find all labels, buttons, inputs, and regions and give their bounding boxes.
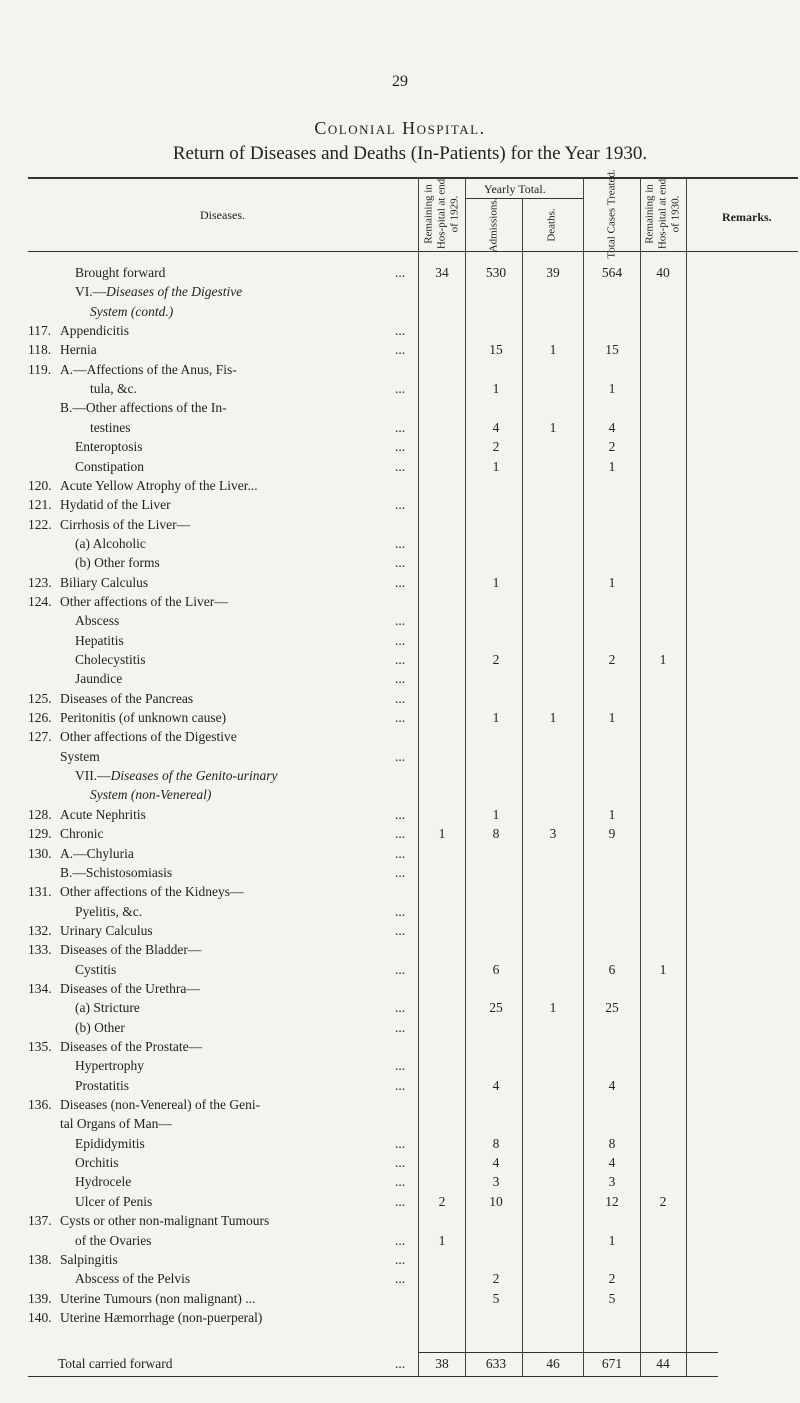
disease-name: Hernia — [60, 342, 97, 358]
disease-name: Orchitis — [75, 1155, 119, 1171]
cell-total-treated: 2 — [608, 652, 616, 667]
col-divider — [583, 178, 584, 1376]
cell-admissions: 1 — [492, 574, 500, 590]
cell-total-treated: 15 — [605, 342, 619, 358]
cell-deaths: 3 — [549, 826, 557, 842]
header-bottom-rule — [28, 251, 798, 252]
cell-total-treated: 3 — [608, 1174, 616, 1190]
cell-admissions: 1 — [492, 806, 500, 822]
row-number: 119. — [28, 361, 52, 377]
row-number: 120. — [28, 477, 52, 493]
cell-total-treated: 2 — [608, 439, 616, 455]
leader-dots: ... — [395, 690, 406, 706]
leader-dots: ... — [395, 1174, 406, 1190]
cell-admissions: 1 — [492, 458, 500, 474]
page-subtitle: Return of Diseases and Deaths (In-Patients) for the Year 1930. — [172, 143, 648, 164]
disease-name: A.—Affections of the Anus, Fis- — [60, 361, 237, 377]
disease-name: Cystitis — [75, 961, 117, 977]
leader-dots: ... — [395, 439, 406, 455]
leader-dots: ... — [395, 265, 406, 280]
disease-name: Urinary Calculus — [60, 922, 153, 938]
disease-name: Diseases of the Prostate— — [60, 1039, 203, 1054]
row-number: 128. — [28, 806, 52, 822]
disease-name: Pyelitis, &c. — [75, 903, 143, 919]
cell-admissions: 4 — [492, 1155, 500, 1171]
cell-total-treated: 2 — [608, 1271, 616, 1287]
cell-total-treated: 1 — [608, 710, 616, 726]
cell-total-treated: 1 — [608, 574, 616, 590]
cell-remaining-start: 1 — [438, 1232, 446, 1248]
disease-name: A.—Chyluria — [60, 845, 134, 861]
row-number: 129. — [28, 826, 52, 842]
disease-name: tal Organs of Man— — [60, 1116, 172, 1132]
leader-dots: ... — [395, 419, 406, 435]
section-heading: System (contd.) — [90, 303, 174, 319]
section-heading: VI.—Diseases of the Digestive — [75, 284, 243, 300]
row-number: 123. — [28, 574, 52, 590]
cell-deaths: 46 — [546, 1356, 560, 1371]
cell-total-treated: 671 — [601, 1356, 623, 1371]
row-number: 131. — [28, 884, 52, 900]
cell-remaining-end: 1 — [659, 961, 667, 977]
leader-dots: ... — [395, 1077, 406, 1093]
cell-admissions: 4 — [492, 1077, 500, 1093]
cell-deaths: 1 — [549, 710, 557, 726]
cell-admissions: 1 — [492, 381, 500, 397]
page-number: 29 — [392, 73, 408, 90]
row-number: 132. — [28, 922, 52, 938]
leader-dots: ... — [395, 652, 406, 667]
disease-name: Hypertrophy — [75, 1058, 144, 1074]
row-number: 126. — [28, 710, 52, 726]
page-title: Colonial Hospital. — [314, 118, 486, 138]
cell-total-treated: 564 — [601, 265, 623, 280]
section-heading: VII.—Diseases of the Genito-urinary — [75, 768, 278, 784]
disease-name: Peritonitis (of unknown cause) — [60, 710, 227, 726]
leader-dots: ... — [395, 1271, 406, 1287]
row-number: 122. — [28, 516, 52, 532]
leader-dots: ... — [395, 826, 406, 842]
disease-name: Abscess of the Pelvis — [75, 1271, 191, 1287]
leader-dots: ... — [395, 323, 406, 339]
cell-admissions: 4 — [492, 419, 500, 435]
disease-name: Diseases of the Urethra— — [60, 980, 200, 996]
cell-total-treated: 1 — [608, 1232, 616, 1248]
leader-dots: ... — [395, 1251, 406, 1267]
leader-dots: ... — [395, 1356, 406, 1371]
disease-name: Other affections of the Kidneys— — [60, 884, 244, 900]
leader-dots: ... — [395, 555, 406, 571]
cell-total-treated: 1 — [608, 806, 616, 822]
cell-total-treated: 4 — [608, 1155, 616, 1171]
leader-dots: ... — [395, 342, 406, 358]
disease-name: Salpingitis — [60, 1251, 118, 1267]
header-remarks: Remarks. — [722, 210, 772, 224]
cell-admissions: 2 — [492, 1271, 500, 1287]
disease-name: (b) Other forms — [75, 555, 160, 571]
row-number: 127. — [28, 729, 52, 745]
cell-total-treated: 1 — [608, 381, 616, 397]
row-number: 137. — [28, 1213, 52, 1229]
cell-total-treated: 4 — [608, 1077, 616, 1093]
disease-name: Biliary Calculus — [60, 574, 149, 590]
cell-deaths: 1 — [549, 342, 557, 358]
row-number: 124. — [28, 593, 52, 609]
cell-admissions: 530 — [485, 265, 507, 280]
cell-admissions: 15 — [489, 342, 503, 358]
cell-remaining-start: 34 — [435, 265, 449, 280]
leader-dots: ... — [395, 632, 406, 648]
row-number: 134. — [28, 980, 52, 996]
cell-total-treated: 25 — [605, 1000, 619, 1016]
disease-name: Constipation — [75, 458, 145, 474]
disease-name: (a) Alcoholic — [75, 535, 146, 551]
leader-dots: ... — [395, 497, 406, 513]
total-label: Total carried forward — [58, 1356, 173, 1371]
col-divider — [640, 178, 641, 1376]
cell-total-treated: 9 — [608, 826, 616, 842]
row-number: 133. — [28, 942, 52, 958]
disease-name: Diseases of the Bladder— — [60, 942, 202, 958]
disease-name: Brought forward — [75, 265, 166, 280]
leader-dots: ... — [395, 806, 406, 822]
leader-dots: ... — [395, 1155, 406, 1171]
cell-admissions: 6 — [492, 961, 500, 977]
leader-dots: ... — [395, 1135, 406, 1151]
cell-total-treated: 6 — [608, 961, 616, 977]
disease-name: Acute Yellow Atrophy of the Liver... — [60, 477, 258, 493]
disease-name: B.—Other affections of the In- — [60, 400, 227, 416]
cell-admissions: 633 — [485, 1356, 507, 1371]
disease-name: Cysts or other non-malignant Tumours — [60, 1213, 270, 1229]
disease-name: Other affections of the Liver— — [60, 593, 228, 609]
disease-name: tula, &c. — [90, 381, 137, 397]
leader-dots: ... — [395, 574, 406, 590]
leader-dots: ... — [395, 845, 406, 861]
leader-dots: ... — [395, 1232, 406, 1248]
cell-admissions: 2 — [492, 652, 500, 667]
header-diseases: Diseases. — [200, 208, 245, 222]
cell-admissions: 8 — [492, 1135, 500, 1151]
disease-name: Prostatitis — [75, 1077, 130, 1093]
header-yearly-total: Yearly Total. — [484, 182, 546, 196]
row-number: 118. — [28, 342, 52, 358]
total-row-top-rule — [418, 1352, 718, 1353]
cell-admissions: 2 — [492, 439, 500, 455]
disease-name: Acute Nephritis — [60, 806, 146, 822]
disease-name: Other affections of the Digestive — [60, 729, 237, 745]
cell-remaining-start: 1 — [438, 826, 446, 842]
leader-dots: ... — [395, 922, 406, 938]
disease-name: Jaundice — [75, 671, 123, 687]
cell-deaths: 39 — [546, 265, 560, 280]
leader-dots: ... — [395, 961, 406, 977]
cell-deaths: 1 — [549, 419, 557, 435]
disease-name: Hydatid of the Liver — [60, 497, 171, 513]
row-number: 139. — [28, 1290, 52, 1306]
disease-name: Hydrocele — [75, 1174, 132, 1190]
cell-remaining-end: 2 — [659, 1193, 667, 1209]
cell-remaining-start: 38 — [435, 1356, 449, 1371]
disease-name: Hepatitis — [75, 632, 124, 648]
disease-name: Appendicitis — [60, 323, 129, 339]
cell-admissions: 8 — [492, 826, 500, 842]
row-number: 125. — [28, 690, 52, 706]
cell-total-treated: 1 — [608, 458, 616, 474]
cell-remaining-end: 1 — [659, 652, 667, 667]
disease-name: B.—Schistosomiasis — [60, 864, 173, 880]
row-number: 138. — [28, 1251, 52, 1267]
cell-deaths: 1 — [549, 1000, 557, 1016]
leader-dots: ... — [395, 535, 406, 551]
disease-name: Ulcer of Penis — [75, 1193, 153, 1209]
disease-name: Cirrhosis of the Liver— — [60, 516, 191, 532]
col-divider — [465, 178, 466, 1376]
row-number: 140. — [28, 1309, 52, 1325]
disease-name: Uterine Tumours (non malignant) ... — [60, 1290, 256, 1306]
leader-dots: ... — [395, 1193, 406, 1209]
disease-name: Cholecystitis — [75, 652, 146, 667]
disease-name: of the Ovaries — [75, 1232, 152, 1248]
row-number: 117. — [28, 323, 52, 339]
disease-name: (b) Other — [75, 1019, 125, 1035]
cell-total-treated: 5 — [608, 1290, 616, 1306]
row-number: 135. — [28, 1039, 52, 1054]
table-top-rule — [28, 177, 798, 179]
cell-admissions: 3 — [492, 1174, 500, 1190]
cell-admissions: 10 — [489, 1193, 503, 1209]
cell-remaining-end: 40 — [656, 265, 670, 280]
yearly-total-rule — [465, 198, 583, 199]
leader-dots: ... — [395, 864, 406, 880]
cell-total-treated: 4 — [608, 419, 616, 435]
leader-dots: ... — [395, 1058, 406, 1074]
leader-dots: ... — [395, 1019, 406, 1035]
leader-dots: ... — [395, 613, 406, 629]
col-divider — [522, 198, 523, 1376]
disease-name: Chronic — [60, 826, 104, 842]
disease-name: Uterine Hæmorrhage (non-puerperal) — [60, 1309, 263, 1325]
disease-name: System — [60, 748, 100, 764]
disease-name: Epididymitis — [75, 1135, 145, 1151]
table-bottom-rule — [28, 1376, 718, 1377]
disease-name: Enteroptosis — [75, 439, 143, 455]
disease-name: (a) Stricture — [75, 1000, 140, 1016]
section-heading: System (non-Venereal) — [90, 787, 212, 803]
disease-name: testines — [90, 419, 131, 435]
cell-admissions: 5 — [492, 1290, 500, 1306]
col-divider — [686, 178, 687, 1376]
cell-admissions: 25 — [489, 1000, 503, 1016]
leader-dots: ... — [395, 710, 406, 726]
cell-remaining-end: 44 — [656, 1356, 670, 1371]
cell-total-treated: 8 — [608, 1135, 616, 1151]
leader-dots: ... — [395, 671, 406, 687]
leader-dots: ... — [395, 1000, 406, 1016]
leader-dots: ... — [395, 458, 406, 474]
row-number: 136. — [28, 1097, 52, 1113]
leader-dots: ... — [395, 381, 406, 397]
leader-dots: ... — [395, 748, 406, 764]
cell-remaining-start: 2 — [438, 1193, 446, 1209]
disease-name: Abscess — [75, 613, 120, 629]
row-number: 130. — [28, 845, 52, 861]
cell-total-treated: 12 — [605, 1193, 619, 1209]
disease-name: Diseases (non-Venereal) of the Geni- — [60, 1097, 261, 1113]
leader-dots: ... — [395, 903, 406, 919]
col-divider — [418, 178, 419, 1376]
disease-name: Diseases of the Pancreas — [60, 690, 194, 706]
row-number: 121. — [28, 497, 52, 513]
cell-admissions: 1 — [492, 710, 500, 726]
